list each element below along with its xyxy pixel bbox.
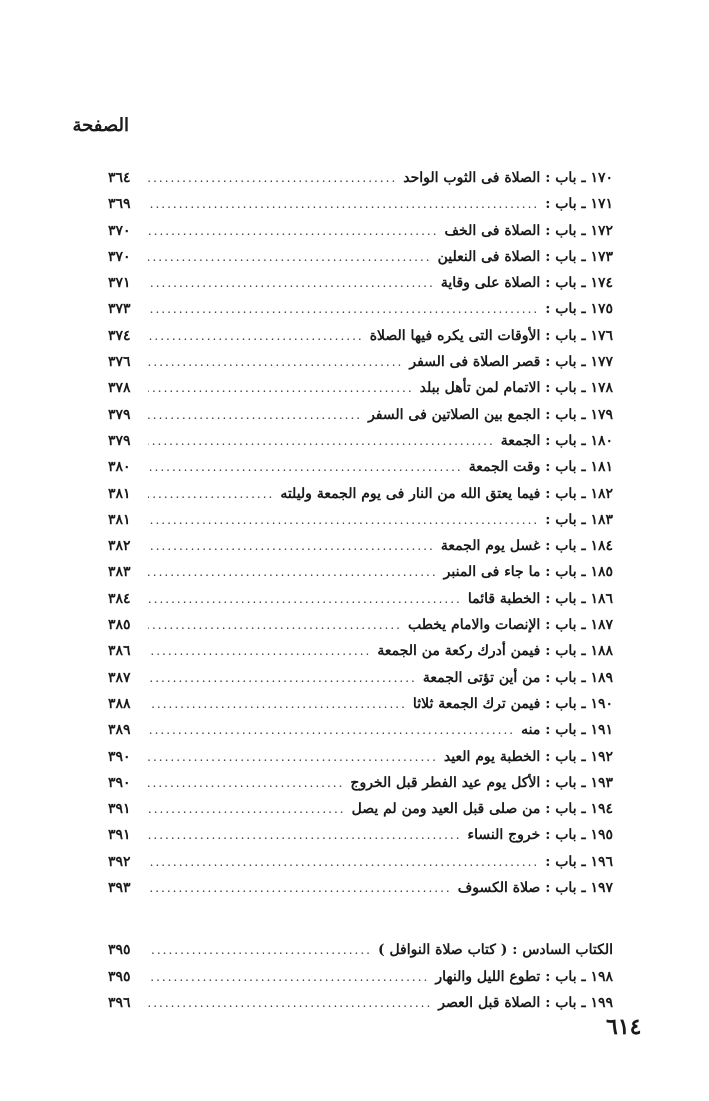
toc-entry-page: ٣٧٤	[108, 327, 131, 344]
dot-leader	[148, 943, 372, 957]
toc-entry-page: ٣٧٨	[108, 380, 131, 397]
toc-entry-page: ٣٨١	[108, 511, 131, 528]
toc-entry-title: الكتاب السادس : ( كتاب صلاة النوافل )	[377, 942, 613, 959]
toc-entry	[108, 301, 613, 327]
dot-leader	[148, 776, 344, 790]
toc-entry	[108, 722, 613, 748]
toc-entry	[108, 775, 613, 801]
toc-entry-title: ١٩٨ ـ باب : تطوع الليل والنهار	[435, 968, 613, 985]
toc-entry	[108, 995, 613, 1021]
dot-leader	[148, 171, 397, 185]
toc-entry	[108, 564, 613, 590]
toc-entry-title: ١٧٩ ـ باب : الجمع بين الصلاتين فى السفر	[368, 406, 613, 423]
toc-entry-title: ١٨٧ ـ باب : الإنصات والامام يخطب	[407, 617, 613, 634]
toc-entry-title: ١٩٧ ـ باب : صلاة الكسوف	[457, 880, 613, 897]
toc-entry	[108, 196, 613, 222]
toc-entry-page: ٣٨٥	[108, 617, 131, 634]
toc-entry	[108, 223, 613, 249]
toc-entry-title: ١٨١ ـ باب : وقت الجمعة	[468, 459, 613, 476]
toc-entry	[108, 486, 613, 512]
dot-leader	[148, 644, 371, 658]
dot-leader	[148, 487, 274, 501]
toc-entry-title: ١٩٤ ـ باب : من صلى قبل العيد ومن لم يصل	[351, 801, 613, 818]
toc-entry-page: ٣٧٣	[108, 301, 131, 318]
toc-entry-page: ٣٨٧	[108, 669, 131, 686]
toc-entry	[108, 328, 613, 354]
dot-leader	[148, 565, 438, 579]
toc-entry	[108, 433, 613, 459]
toc-entry-page: ٣٨٠	[108, 459, 131, 476]
toc-entry-title: ١٧٧ ـ باب : قصر الصلاة فى السفر	[409, 354, 613, 371]
toc-entry-page: ٣٨٦	[108, 643, 131, 660]
dot-leader	[148, 697, 407, 711]
toc-section-chapters	[108, 170, 613, 906]
toc-entry-title: ١٨٥ ـ باب : ما جاء فى المنبر	[443, 564, 613, 581]
toc-entry-title: ١٧٢ ـ باب : الصلاة فى الخف	[444, 222, 613, 239]
toc-entry	[108, 459, 613, 485]
toc-entry	[108, 827, 613, 853]
toc-entry	[108, 275, 613, 301]
toc-entry	[108, 942, 613, 968]
page-number: ٦١٤	[606, 1014, 642, 1040]
toc-entry-page: ٣٨٣	[108, 564, 131, 581]
toc-entry-page: ٣٨٢	[108, 538, 131, 555]
dot-leader	[148, 276, 435, 290]
toc-entry-title: ١٨٠ ـ باب : الجمعة	[500, 432, 613, 449]
toc-entry	[108, 696, 613, 722]
dot-leader	[148, 197, 539, 211]
toc-entry-title: ١٧٠ ـ باب : الصلاة فى الثوب الواحد	[403, 170, 613, 186]
toc-section-book-six	[108, 942, 613, 1021]
toc-entry-title: ١٧٣ ـ باب : الصلاة فى النعلين	[437, 248, 613, 265]
toc-entry-title: ١٧٤ ـ باب : الصلاة على وقاية	[440, 275, 613, 292]
dot-leader	[148, 434, 495, 448]
toc-entry-page: ٣٩٠	[108, 748, 131, 765]
toc-entry	[108, 407, 613, 433]
section-gap	[108, 906, 613, 942]
dot-leader	[148, 302, 539, 316]
dot-leader	[148, 224, 439, 238]
toc-entry-title: ١٩٠ ـ باب : فيمن ترك الجمعة ثلاثا	[412, 695, 613, 712]
toc-entry-page: ٣٩٠	[108, 774, 131, 791]
dot-leader	[148, 618, 402, 632]
toc-entry-title: ١٩١ ـ باب : منه	[521, 722, 613, 739]
dot-leader	[148, 828, 462, 842]
table-of-contents	[108, 170, 613, 1021]
toc-entry-page: ٣٩٦	[108, 994, 131, 1011]
page-column-header: الصفحة	[72, 115, 129, 136]
toc-entry-page: ٣٩١	[108, 827, 131, 844]
toc-entry-title: ١٩٩ ـ باب : الصلاة قبل العصر	[438, 994, 613, 1011]
dot-leader	[148, 881, 452, 895]
toc-entry-title: ١٩٥ ـ باب : خروج النساء	[467, 827, 613, 844]
toc-entry	[108, 880, 613, 906]
toc-entry-page: ٣٧١	[108, 275, 131, 292]
toc-entry-page: ٣٦٩	[108, 196, 131, 213]
toc-entry	[108, 670, 613, 696]
toc-entry-page: ٣٩٣	[108, 880, 131, 897]
toc-entry-title: ١٩٣ ـ باب : الأكل يوم عيد الفطر قبل الخروج	[350, 774, 613, 791]
toc-entry	[108, 512, 613, 538]
toc-entry-title: ١٧١ ـ باب :	[545, 196, 613, 213]
toc-entry-page: ٣٩٥	[108, 942, 131, 959]
toc-entry-title: ١٨٦ ـ باب : الخطبة قائما	[467, 590, 613, 607]
toc-entry-page: ٣٩١	[108, 801, 131, 818]
toc-entry-page: ٣٧٠	[108, 248, 131, 265]
dot-leader	[148, 539, 435, 553]
dot-leader	[148, 329, 364, 343]
toc-entry	[108, 801, 613, 827]
toc-entry	[108, 617, 613, 643]
toc-entry-page: ٣٦٤	[108, 170, 131, 186]
dot-leader	[148, 381, 414, 395]
dot-leader	[148, 592, 462, 606]
dot-leader	[148, 355, 403, 369]
toc-entry	[108, 854, 613, 880]
toc-entry-page: ٣٩٥	[108, 968, 131, 985]
dot-leader	[148, 855, 539, 869]
toc-entry-title: ١٨٩ ـ باب : من أين تؤتى الجمعة	[422, 669, 613, 686]
dot-leader	[148, 723, 515, 737]
toc-entry-page: ٣٩٢	[108, 853, 131, 870]
toc-entry	[108, 643, 613, 669]
toc-entry-page: ٣٧٦	[108, 354, 131, 371]
toc-entry-title: ١٧٨ ـ باب : الاتمام لمن تأهل ببلد	[419, 380, 613, 397]
dot-leader	[148, 750, 438, 764]
dot-leader	[148, 513, 539, 527]
toc-entry-page: ٣٨٩	[108, 722, 131, 739]
toc-entry	[108, 354, 613, 380]
toc-entry-page: ٣٧٩	[108, 432, 131, 449]
dot-leader	[148, 671, 417, 685]
toc-entry	[108, 170, 613, 196]
toc-entry	[108, 249, 613, 275]
toc-entry	[108, 749, 613, 775]
toc-entry-title: ١٨٢ ـ باب : فيما يعتق الله من النار فى يوم الجمعة وليلته	[280, 485, 613, 502]
toc-entry	[108, 969, 613, 995]
dot-leader	[148, 250, 432, 264]
toc-entry-title: ١٨٨ ـ باب : فيمن أدرك ركعة من الجمعة	[377, 643, 613, 660]
dot-leader	[148, 970, 429, 984]
toc-entry-title: ١٨٣ ـ باب :	[545, 511, 613, 528]
dot-leader	[148, 460, 463, 474]
dot-leader	[148, 996, 432, 1010]
dot-leader	[148, 802, 346, 816]
toc-entry-page: ٣٨١	[108, 485, 131, 502]
toc-entry-title: ١٩٢ ـ باب : الخطبة يوم العيد	[443, 748, 613, 765]
toc-entry-page: ٣٨٤	[108, 590, 131, 607]
toc-entry-page: ٣٧٩	[108, 406, 131, 423]
toc-entry	[108, 380, 613, 406]
toc-entry-page: ٣٧٠	[108, 222, 131, 239]
toc-entry-title: ١٧٦ ـ باب : الأوقات التى يكره فيها الصلاة	[369, 327, 613, 344]
toc-entry	[108, 591, 613, 617]
toc-entry-title: ١٨٤ ـ باب : غسل يوم الجمعة	[440, 538, 613, 555]
dot-leader	[148, 408, 362, 422]
toc-entry-title: ١٩٦ ـ باب :	[545, 853, 613, 870]
toc-entry-title: ١٧٥ ـ باب :	[545, 301, 613, 318]
toc-entry	[108, 538, 613, 564]
toc-entry-page: ٣٨٨	[108, 695, 131, 712]
